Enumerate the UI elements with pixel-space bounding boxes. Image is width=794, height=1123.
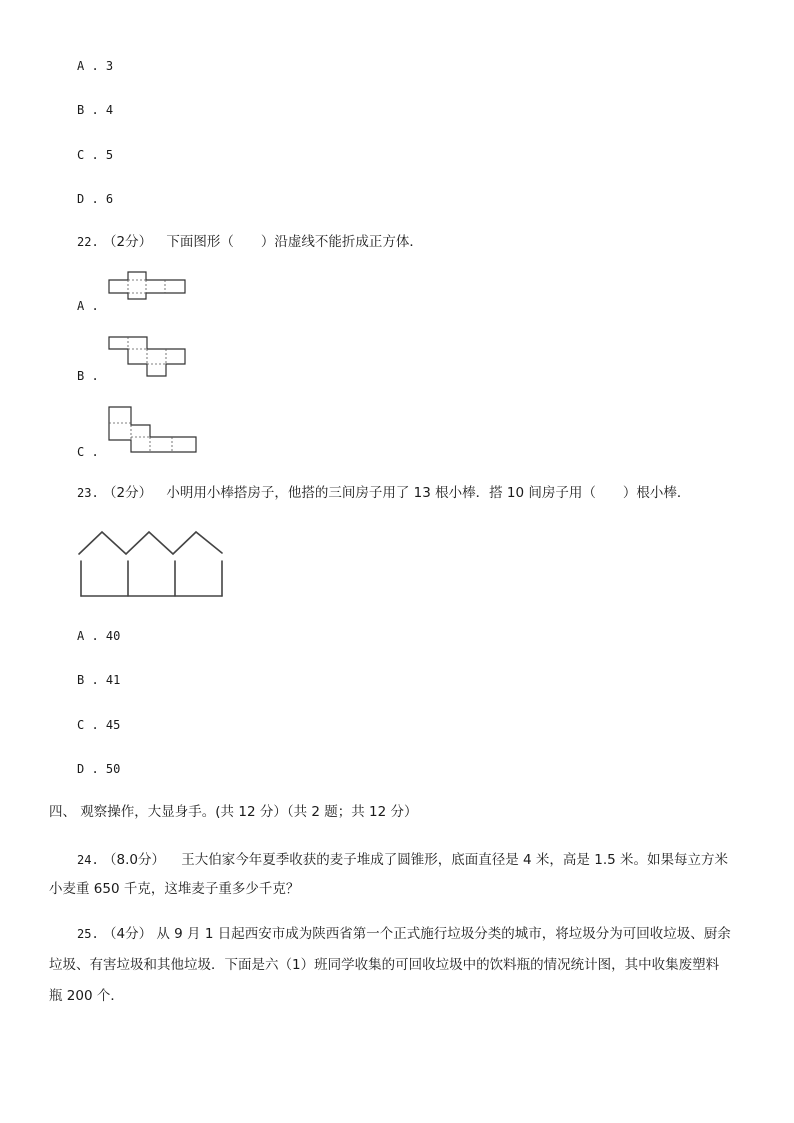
question-24: 24. （8.0分） 王大伯家今年夏季收获的麦子堆成了圆锥形，底面直径是 4 米，高是 1.5 米。如果每立方米 [77, 852, 728, 868]
cube-net-a [108, 271, 188, 301]
cube-net-b [108, 336, 188, 378]
option-b[interactable]: B . 41 [77, 673, 121, 687]
option-c[interactable]: C . 45 [77, 718, 121, 732]
option-b[interactable]: B . 4 [77, 103, 114, 117]
question-25-line-3: 瓶 200 个． [49, 988, 124, 1004]
question-25-line-2: 垃圾、有害垃圾和其他垃圾．下面是六（1）班同学收集的可回收垃圾中的饮料瓶的情况统计图，其中收集废塑料 [49, 957, 720, 973]
question-22: 22. （2分） 下面图形（ ）沿虚线不能折成正方体． [77, 234, 423, 250]
option-c[interactable]: C . 5 [77, 148, 114, 162]
option-a[interactable]: A . [77, 299, 99, 313]
option-d[interactable]: D . 6 [77, 192, 114, 206]
question-24-line-2: 小麦重 650 千克，这堆麦子重多少千克？ [49, 881, 300, 897]
cube-net-c [108, 406, 200, 456]
question-23: 23. （2分） 小明用小棒搭房子，他搭的三间房子用了 13 根小棒．搭 10 间房子用（ ）根小棒． [77, 485, 691, 501]
section-heading: 四、 观察操作，大显身手。(共 12 分）（共 2 题；共 12 分） [49, 804, 418, 820]
question-25: 25. （4分） 从 9 月 1 日起西安市成为陕西省第一个正式施行垃圾分类的城市，将垃圾分为可回收垃圾、厨余 [77, 926, 731, 942]
option-c[interactable]: C . [77, 445, 99, 459]
option-b[interactable]: B . [77, 369, 99, 383]
option-a[interactable]: A . 40 [77, 629, 121, 643]
option-d[interactable]: D . 50 [77, 762, 121, 776]
stick-houses-figure [78, 529, 226, 599]
option-a[interactable]: A . 3 [77, 59, 114, 73]
